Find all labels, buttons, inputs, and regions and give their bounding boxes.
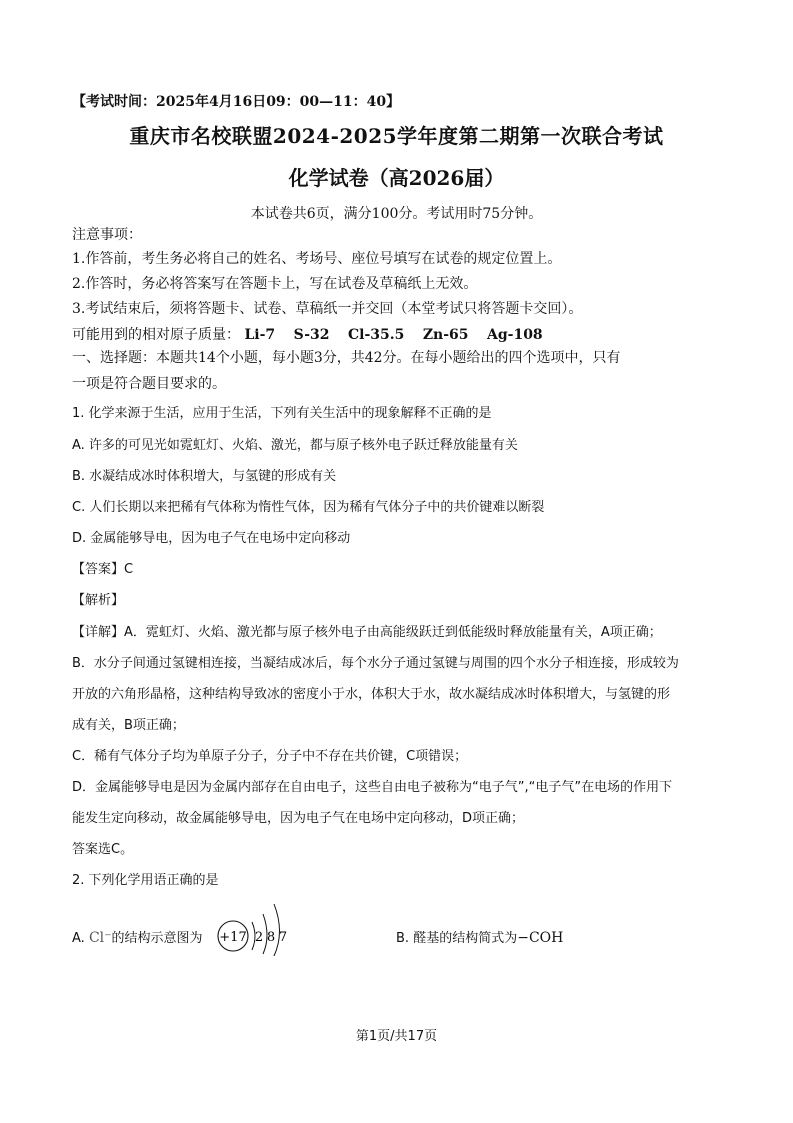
shell-electron-count: 8 [266, 930, 276, 945]
question-1-option-c: C. 人们长期以来把稀有气体称为惰性气体，因为稀有气体分子中的共价键难以断裂 [72, 500, 545, 515]
exam-time: 【考试时间：2025年4月16日09：00—11：40】 [72, 94, 401, 110]
detail-line-1 [72, 621, 662, 640]
option-a-text: 的结构示意图为 [111, 931, 203, 946]
option-b-text: 醛基的结构简式为 [413, 931, 518, 946]
shell-electron-count: 7 [278, 930, 288, 945]
atomic-masses [72, 324, 557, 344]
question-2-stem: 2. 下列化学用语正确的是 [72, 873, 219, 888]
nucleus-charge: +17 [219, 930, 247, 945]
question-1-option-d: D. 金属能够导电，因为电子气在电场中定向移动 [72, 531, 351, 546]
atomic-structure-diagram [214, 892, 294, 956]
question-1-option-a: A. 许多的可见光如霓虹灯、火焰、激光，都与原子核外电子跃迁释放能量有关 [72, 438, 518, 453]
detail-line-5: C．稀有气体分子均为单原子分子，分子中不存在共价键，C项错误； [72, 749, 468, 764]
detail-tag: 【详解】 [72, 625, 125, 640]
answer-tag: 【答案】 [72, 562, 125, 577]
detail-line-6: D．金属能够导电是因为金属内部存在自由电子，这些自由电子被称为“电子气”,“电子气”在电场的作用下 [72, 780, 673, 795]
chloride-ion-formula: Cl⁻ [88, 930, 112, 946]
question-2-option-a [72, 927, 203, 946]
note-item-2: 2.作答时，务必将答案写在答题卡上，写在试卷及草稿纸上无效。 [72, 276, 478, 292]
atomic-mass-item: Cl-35.5 [348, 327, 405, 343]
section-instructions-line1: 一、选择题：本题共14个小题，每小题3分，共42分。在每小题给出的四个选项中，只有 [72, 350, 621, 366]
section-instructions-line2: 一项是符合题目要求的。 [72, 376, 226, 392]
page-footer: 第1页/共17页 [355, 1029, 438, 1044]
answer-line [72, 558, 133, 577]
atomic-mass-item: Li-7 [244, 327, 276, 343]
answer-value: C [124, 562, 134, 577]
detail-line-8: 答案选C。 [72, 842, 134, 857]
shell-electron-count: 2 [254, 930, 264, 945]
atomic-mass-item: S-32 [293, 327, 330, 343]
notes-heading: 注意事项： [72, 227, 142, 243]
note-item-1: 1.作答前，考生务必将自己的姓名、考场号、座位号填写在试卷的规定位置上。 [72, 251, 562, 267]
detail-text: A．霓虹灯、火焰、激光都与原子核外电子由高能级跃迁到低能级时释放能量有关，A项正确； [124, 625, 662, 640]
note-item-3: 3.考试结束后，须将答题卡、试卷、草稿纸一并交回（本堂考试只将答题卡交回）。 [72, 301, 583, 317]
option-a-prefix: A. [72, 931, 85, 946]
detail-line-7: 能发生定向移动，故金属能够导电，因为电子气在电场中定向移动，D项正确； [72, 811, 525, 826]
atomic-mass-item: Zn-65 [422, 327, 469, 343]
exam-info: 本试卷共6页，满分100分。考试用时75分钟。 [250, 206, 543, 222]
analysis-tag: 【解析】 [72, 593, 125, 608]
atomic-masses-label: 可能用到的相对原子质量： [72, 327, 240, 343]
exam-title: 重庆市名校联盟2024-2025学年度第二期第一次联合考试 [129, 124, 664, 148]
question-1-option-b: B. 水凝结成冰时体积增大，与氢键的形成有关 [72, 469, 337, 484]
exam-subtitle: 化学试卷（高2026届） [288, 166, 505, 190]
question-2-option-b [396, 927, 563, 946]
question-1-stem: 1. 化学来源于生活，应用于生活，下列有关生活中的现象解释不正确的是 [72, 406, 492, 421]
detail-line-2: B．水分子间通过氢键相连接，当凝结成冰后，每个水分子通过氢键与周围的四个水分子相连接，形成较为 [72, 656, 679, 671]
atomic-mass-item: Ag-108 [486, 327, 543, 343]
aldehyde-formula: −COH [517, 930, 564, 946]
option-b-prefix: B. [396, 931, 410, 946]
detail-line-4: 成有关，B项正确； [72, 718, 185, 733]
detail-line-3: 开放的六角形晶格，这种结构导致冰的密度小于水，体积大于水，故水凝结成冰时体积增大，与氢键的形 [72, 687, 671, 702]
